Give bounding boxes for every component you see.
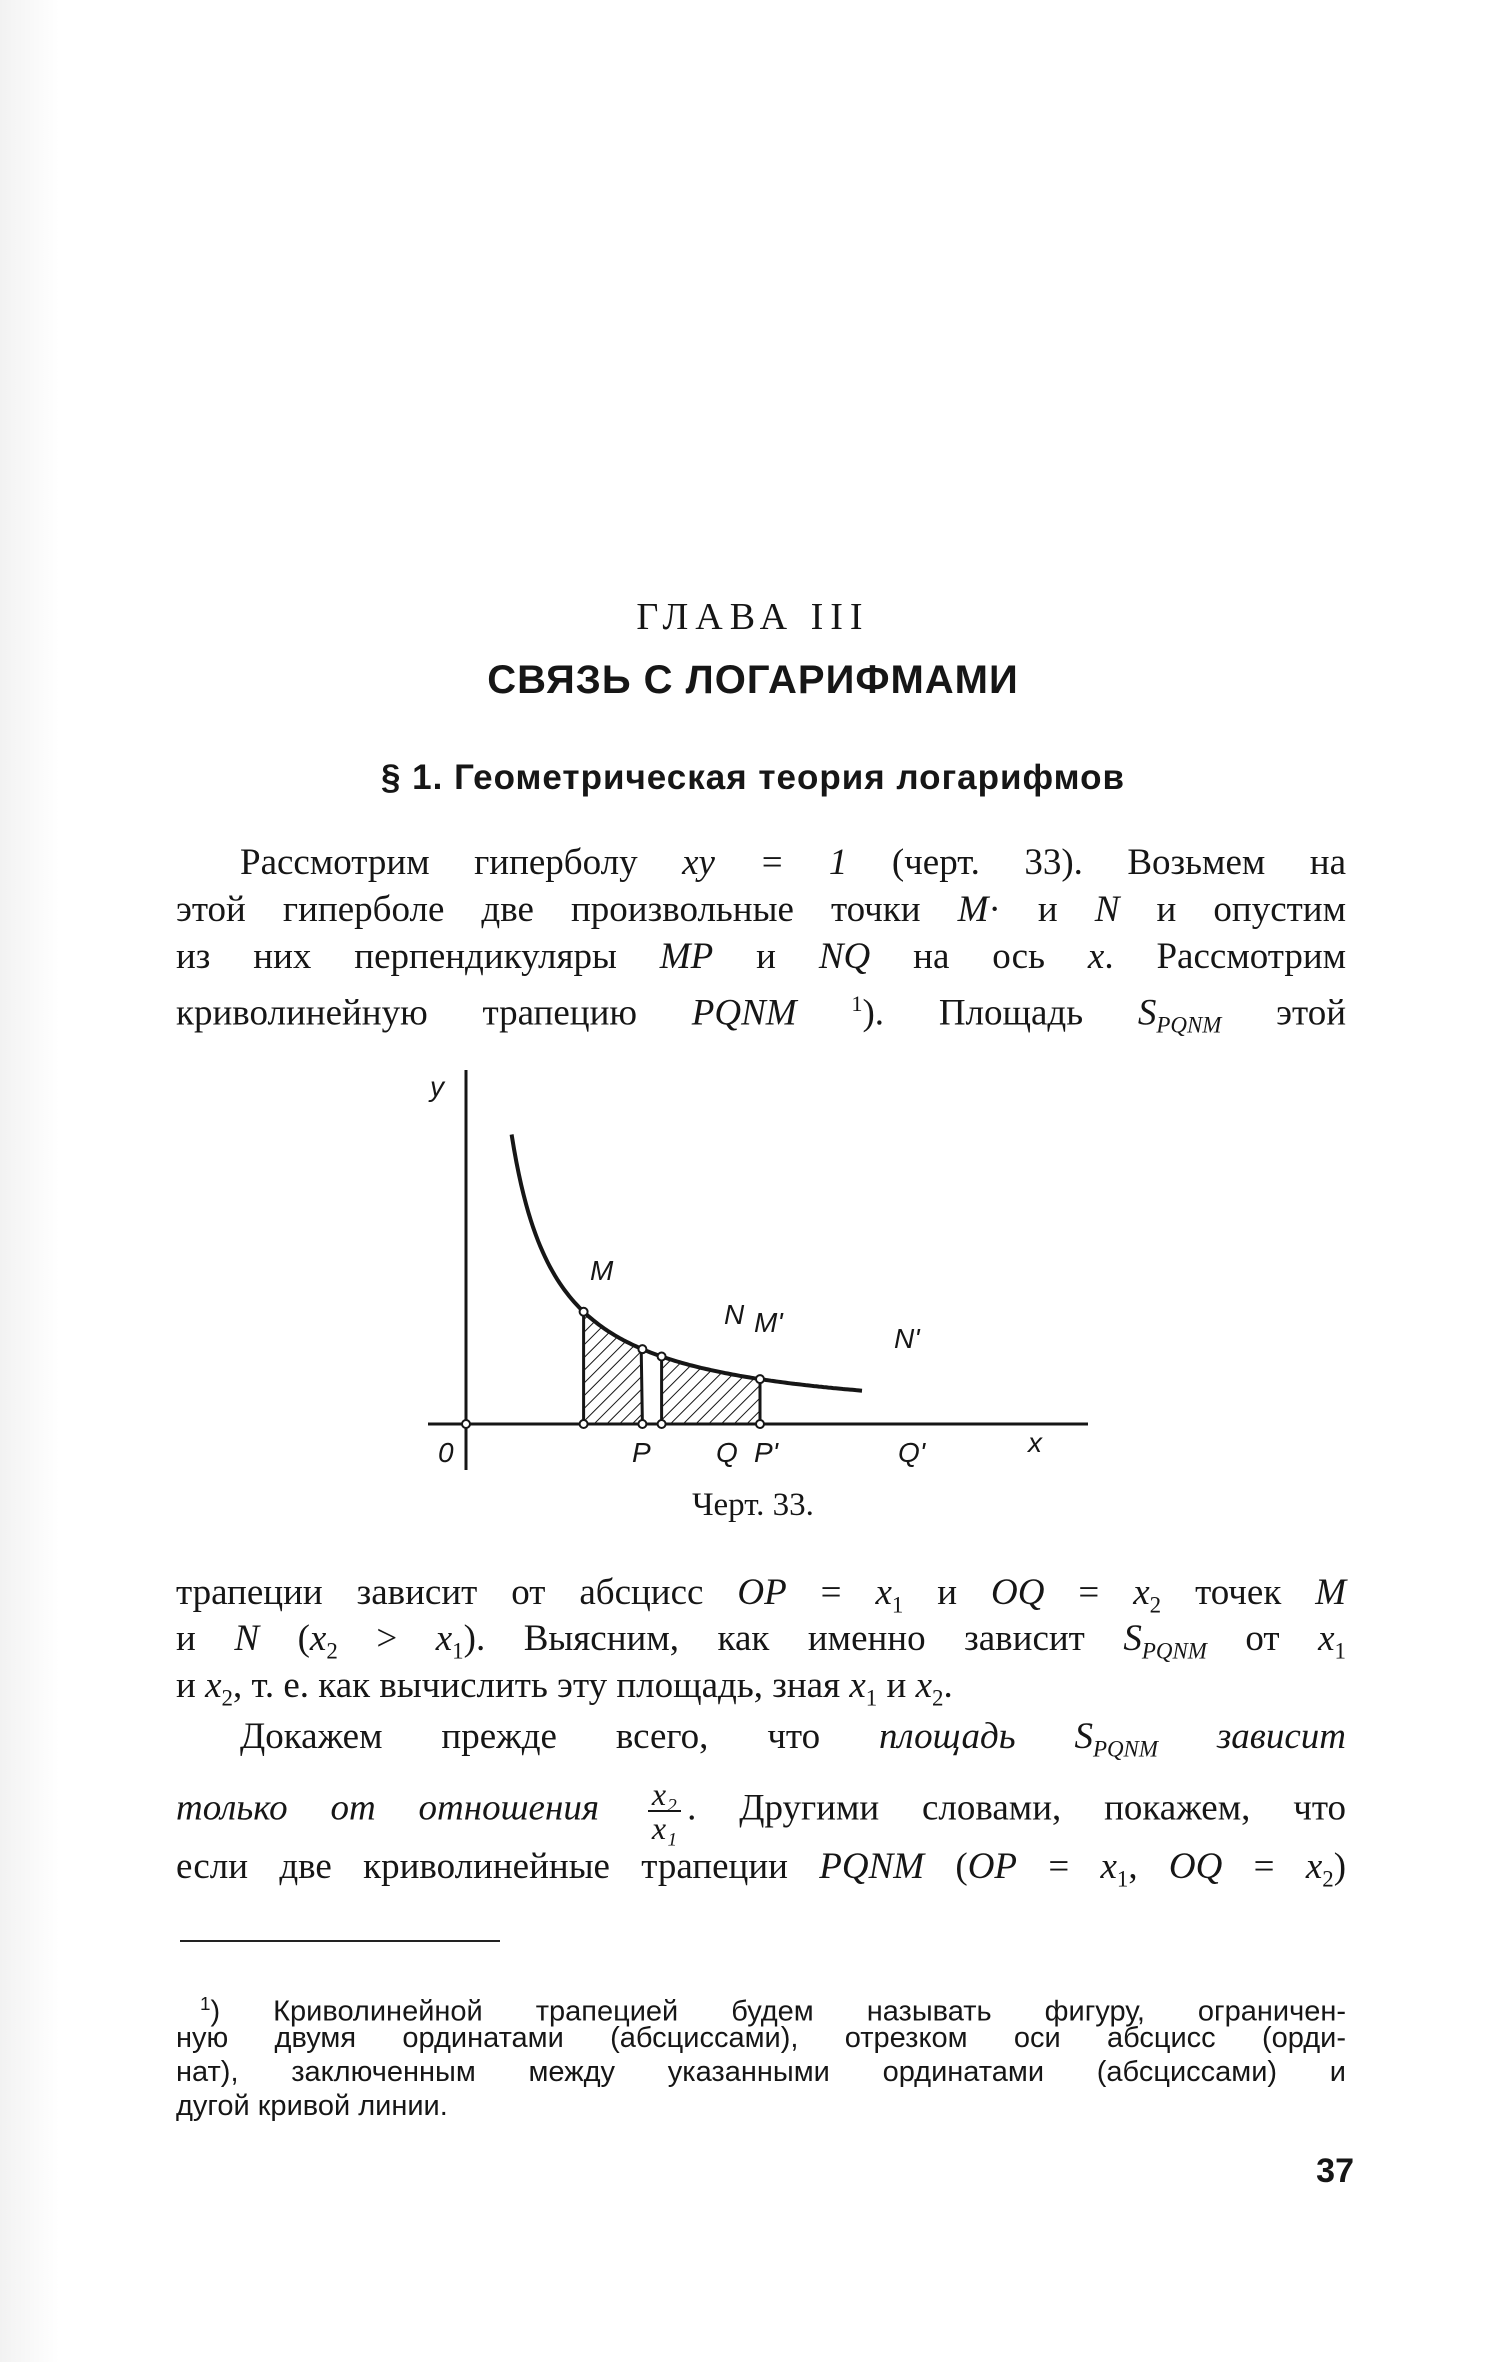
- figure-33: [400, 1070, 1120, 1490]
- paragraph-2-line-2: и N $(x_2 > x_1)$. Выясним, как именно зависит $S_{PQNM}$ от $x_1$: [176, 1618, 1347, 1664]
- section-title: § 1. Геометрическая теория логарифмов: [380, 758, 1125, 797]
- trapezoid-PQNM: [584, 1312, 643, 1424]
- footnote-rule: [180, 1940, 500, 1942]
- label-N-prime: N': [894, 1323, 920, 1354]
- paragraph-3-line-3: если две криволинейные трапеции PQNM ($OP = x_1$, OQ = $x_2$): [176, 1846, 1347, 1892]
- label-x-axis: x: [1028, 1427, 1042, 1458]
- point-P: [580, 1420, 588, 1428]
- point-Q: [638, 1420, 646, 1428]
- point-origin: [462, 1420, 470, 1428]
- label-Q-prime: Q': [898, 1437, 926, 1468]
- footnote-line-1: $^1$) Криволинейной трапецией будем называть фигуру, ограничен-: [200, 1993, 1346, 2028]
- hyperbola-diagram: [400, 1070, 1120, 1490]
- point-M-prime: [658, 1353, 666, 1361]
- point-N-prime: [756, 1375, 764, 1383]
- footnote-line-2: ную двумя ординатами (абсциссами), отрезком оси абсцисс (орди-: [176, 2022, 1346, 2054]
- point-P-prime: [658, 1420, 666, 1428]
- paragraph-3-line-1: Докажем прежде всего, что площадь $S_{PQNM}$ зависит: [240, 1716, 1347, 1762]
- label-M-prime: M': [754, 1307, 783, 1338]
- figure-caption: Черт. 33.: [692, 1487, 814, 1523]
- hyperbola-curve: [512, 1135, 862, 1391]
- point-Q-prime: [756, 1420, 764, 1428]
- paragraph-2-line-1: трапеции зависит от абсцисс OP = $x_1$ и OQ = $x_2$ точек M: [176, 1572, 1347, 1618]
- paragraph-1-line-4: криволинейную трапецию PQNM $^1$). Площадь $S_{PQNM}$ этой: [176, 991, 1347, 1038]
- paragraph-3-line-2: только от отношения $\frac{\text{x₂}}{\text{x₁}}$ . Другими словами, покажем, что: [176, 1776, 1346, 1846]
- chapter-title: СВЯЗЬ С ЛОГАРИФМАМИ: [487, 658, 1019, 702]
- footnote-marker: 1: [200, 1993, 211, 2014]
- footnote-line-3: нат), заключенным между указанными ординатами (абсциссами) и: [176, 2056, 1346, 2088]
- trapezoid-PprimeQprimeNprimeMprime: [662, 1357, 760, 1425]
- point-M: [580, 1308, 588, 1316]
- label-P: P: [632, 1437, 651, 1468]
- paragraph-1-line-1: Рассмотрим гиперболу xy = 1 (черт. 33). Возьмем на: [240, 842, 1347, 883]
- scan-edge-shadow: [0, 0, 60, 2362]
- label-Q: Q: [716, 1437, 738, 1468]
- footnote-ref: 1: [851, 991, 863, 1016]
- paragraph-1-line-3: из них перпендикуляры MP и NQ на ось x. Рассмотрим: [176, 936, 1347, 977]
- point-N: [638, 1345, 646, 1353]
- footnote-line-4: дугой кривой линии.: [176, 2090, 448, 2122]
- label-N: N: [724, 1299, 745, 1330]
- paragraph-1-line-2: этой гиперболе две произвольные точки M· и N и опустим: [176, 889, 1346, 930]
- label-origin: 0: [438, 1437, 454, 1468]
- page-number: 37: [1316, 2152, 1354, 2190]
- chapter-label: ГЛАВА III: [636, 596, 870, 638]
- ratio-fraction: $\frac{\text{x₂}}{\text{x₁}}$: [648, 1778, 681, 1844]
- label-P-prime: P': [754, 1437, 779, 1468]
- label-y-axis: y: [430, 1071, 444, 1102]
- label-M: M: [590, 1255, 614, 1286]
- paragraph-2-line-3: и $x_2$, т. е. как вычислить эту площадь, зная $x_1$ и $x_2$.: [176, 1665, 953, 1711]
